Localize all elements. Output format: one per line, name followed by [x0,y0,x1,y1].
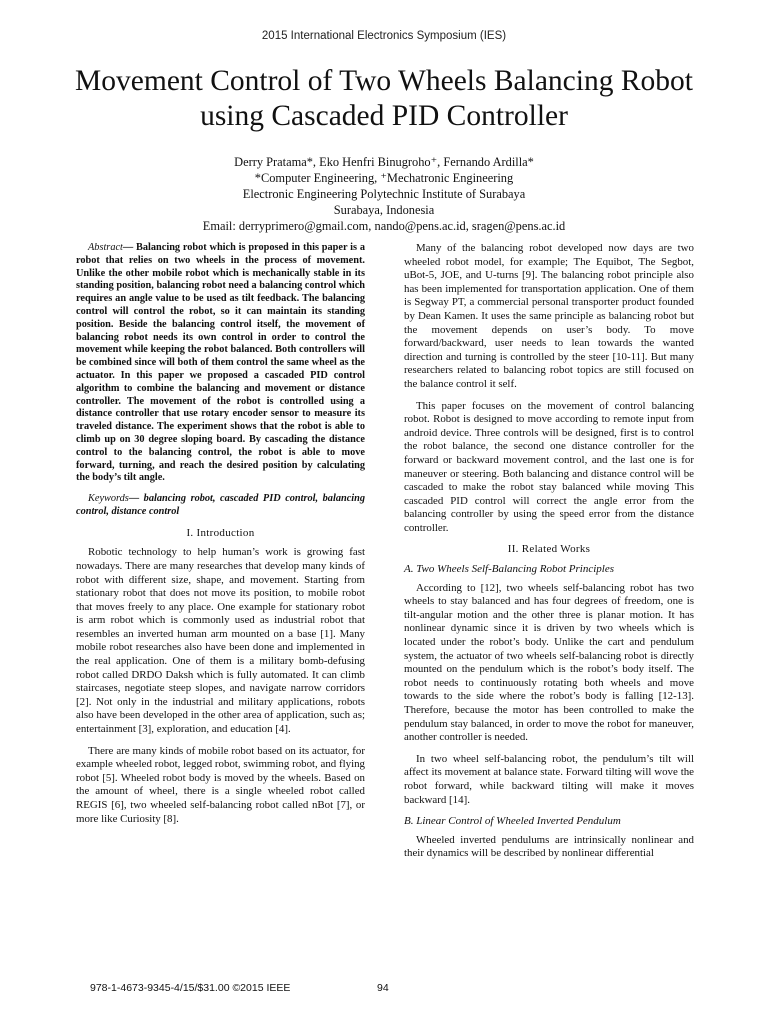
running-head: 2015 International Electronics Symposium (IES) [261,30,507,42]
abstract-lead: Abstract [88,242,123,253]
left-column [76,242,365,834]
title-line-1: Movement Control of Two Wheels Balancing Robot [75,65,693,97]
subsection-heading-a: A. Two Wheels Self-Balancing Robot Principles [404,563,614,576]
abstract-body: — Balancing robot which is proposed in this paper is a robot that relies on two wheels in the process of movement. Unlike the other mobile robot which is mechanically stable in its standing position, balancing robot need a balancing control which requires an angle value to be used as tilt feedback. The balancing control will control the robot, so it can maintain its standing position. Beside the balancing control itself, the movement of balancing robot needs its own control in order to control the movement while keeping the robot balanced. Both controllers will be combined since will both of them control the same wheel as the actuator. In this paper we proposed a cascaded PID control algorithm to combine the balancing and movement or distance controller. The movement of the robot is controlled using a distance controller that use rotary encoder sensor to measure its traveled distance. The experiment shows that the robot is able to climb up on 30 degree sloping board. By cascading the distance control to the balancing control, the robot is able to move forward, turning, and reach the desired position by calculating the body’s tilt angle. [76,242,365,484]
abstract [76,242,365,485]
paragraph: There are many kinds of mobile robot based on its actuator, for example wheeled robot, legged robot, swimming robot, and flying robot [5]. Wheeled robot body is moved by the wheels. Based on the amount of wheel, there is a single wheeled robot called REGIS [6], two wheeled self-balancing robot called nBot [7], or more like Curiosity [8]. [76,744,365,825]
affiliation-department: *Computer Engineering, ⁺Mechatronic Engineering [254,171,514,185]
section-heading-related-works: II. Related Works [507,543,591,556]
paragraph: Robotic technology to help human’s work is growing fast nowadays. There are many researches that develop many kinds of robot with different size, shape, and movement. Starting from stationary robot that does not move its position, to mobile robot that moves freely to any place. One example for stationary robot is arm robot which is commonly used as industrial robot that resembles an inverted human arm mounted on a base [1]. Many mobile robot researches also have been done and implemented in the real application. One of them is a military bomb-defusing robot called DRDO Daksh which is fully automated. It can climb staircases, negotiate steep slopes, and navigate narrow corridors [2]. Not only in the industrial and military applications, robots also have been developed in the other area of application, such as; entertainment [3], exploration, and education [4]. [76,546,365,736]
paragraph: According to [12], two wheels self-balancing robot has two wheels to stay balanced and has four degrees of freedom, one is tilt-angular motion and the other three is planar motion. It has nonlinear dynamic since it is driven by two wheels which is located under the robot’s body. Unlike the cart and pendulum system, the actuator of two wheels self-balancing robot is directly mounted on the pendulum which is the robot’s body itself. The robot needs to continuously rotating both wheels and move towards to the side where the robot’s body is falling [12-13]. Therefore, because the motor has been controlled to make the pendulum stay balanced, in order to move the robot for maneuver, another controller is needed. [404,581,694,744]
affiliation-city: Surabaya, Indonesia [333,203,435,217]
subsection-heading-b: B. Linear Control of Wheeled Inverted Pendulum [404,815,621,828]
affiliation-institute: Electronic Engineering Polytechnic Institute of Surabaya [242,187,526,201]
author-block [0,154,768,234]
keywords-lead: Keywords [88,493,129,505]
right-column [404,242,694,869]
page-number: 94 [377,982,389,994]
paragraph: Wheeled inverted pendulums are intrinsically nonlinear and their dynamics will be described by nonlinear differential [404,833,694,860]
title-line-2: using Cascaded PID Controller [200,100,568,132]
footer-copyright: 978-1-4673-9345-4/15/$31.00 ©2015 IEEE [90,982,291,994]
keywords-body: — balancing robot, cascaded PID control, balancing control, distance control [76,493,365,517]
paragraph: In two wheel self-balancing robot, the pendulum’s tilt will affect its movement at balance state. Forward tilting will wove the robot forward, while backward tilting will make it moves backward [14]. [404,752,694,806]
paper-title [40,64,728,134]
section-heading-introduction: I. Introduction [186,526,255,539]
paragraph: Many of the balancing robot developed now days are two wheeled robot model, for example; The Equibot, The Segbot, uBot-5, JOE, and U-turns [9]. The balancing robot principle also has been implemented for transportation application. One of them is Segway PT, a commercial personal transporter product founded by Dean Kamen. It uses the same principle as balancing robot but the movement depends on user’s body. To move forward/backward, user needs to lean towards the wanted direction and turning is controlled by the steer [10-11]. But many researchers related to balancing robot topics are still focused on the balance control it self. [404,242,694,390]
keywords [76,493,365,519]
author-names: Derry Pratama*, Eko Henfri Binugroho⁺, Fernando Ardilla* [234,155,534,169]
paragraph: This paper focuses on the movement of control balancing robot. Robot is designed to move according to remote input from android device. Three controls will be designed, first is to control the robot balance, the second one distance controller for the forward or backward movement control, and the last one is for maneuver or steering. Both balancing and distance control will be cascaded to make the robot stay balanced while moving This cascaded PID control will correct the angle error from the balancing controller by using the speed error from the distance controller. [404,399,694,534]
author-emails: Email: derryprimero@gmail.com, nando@pens.ac.id, sragen@pens.ac.id [202,219,566,233]
